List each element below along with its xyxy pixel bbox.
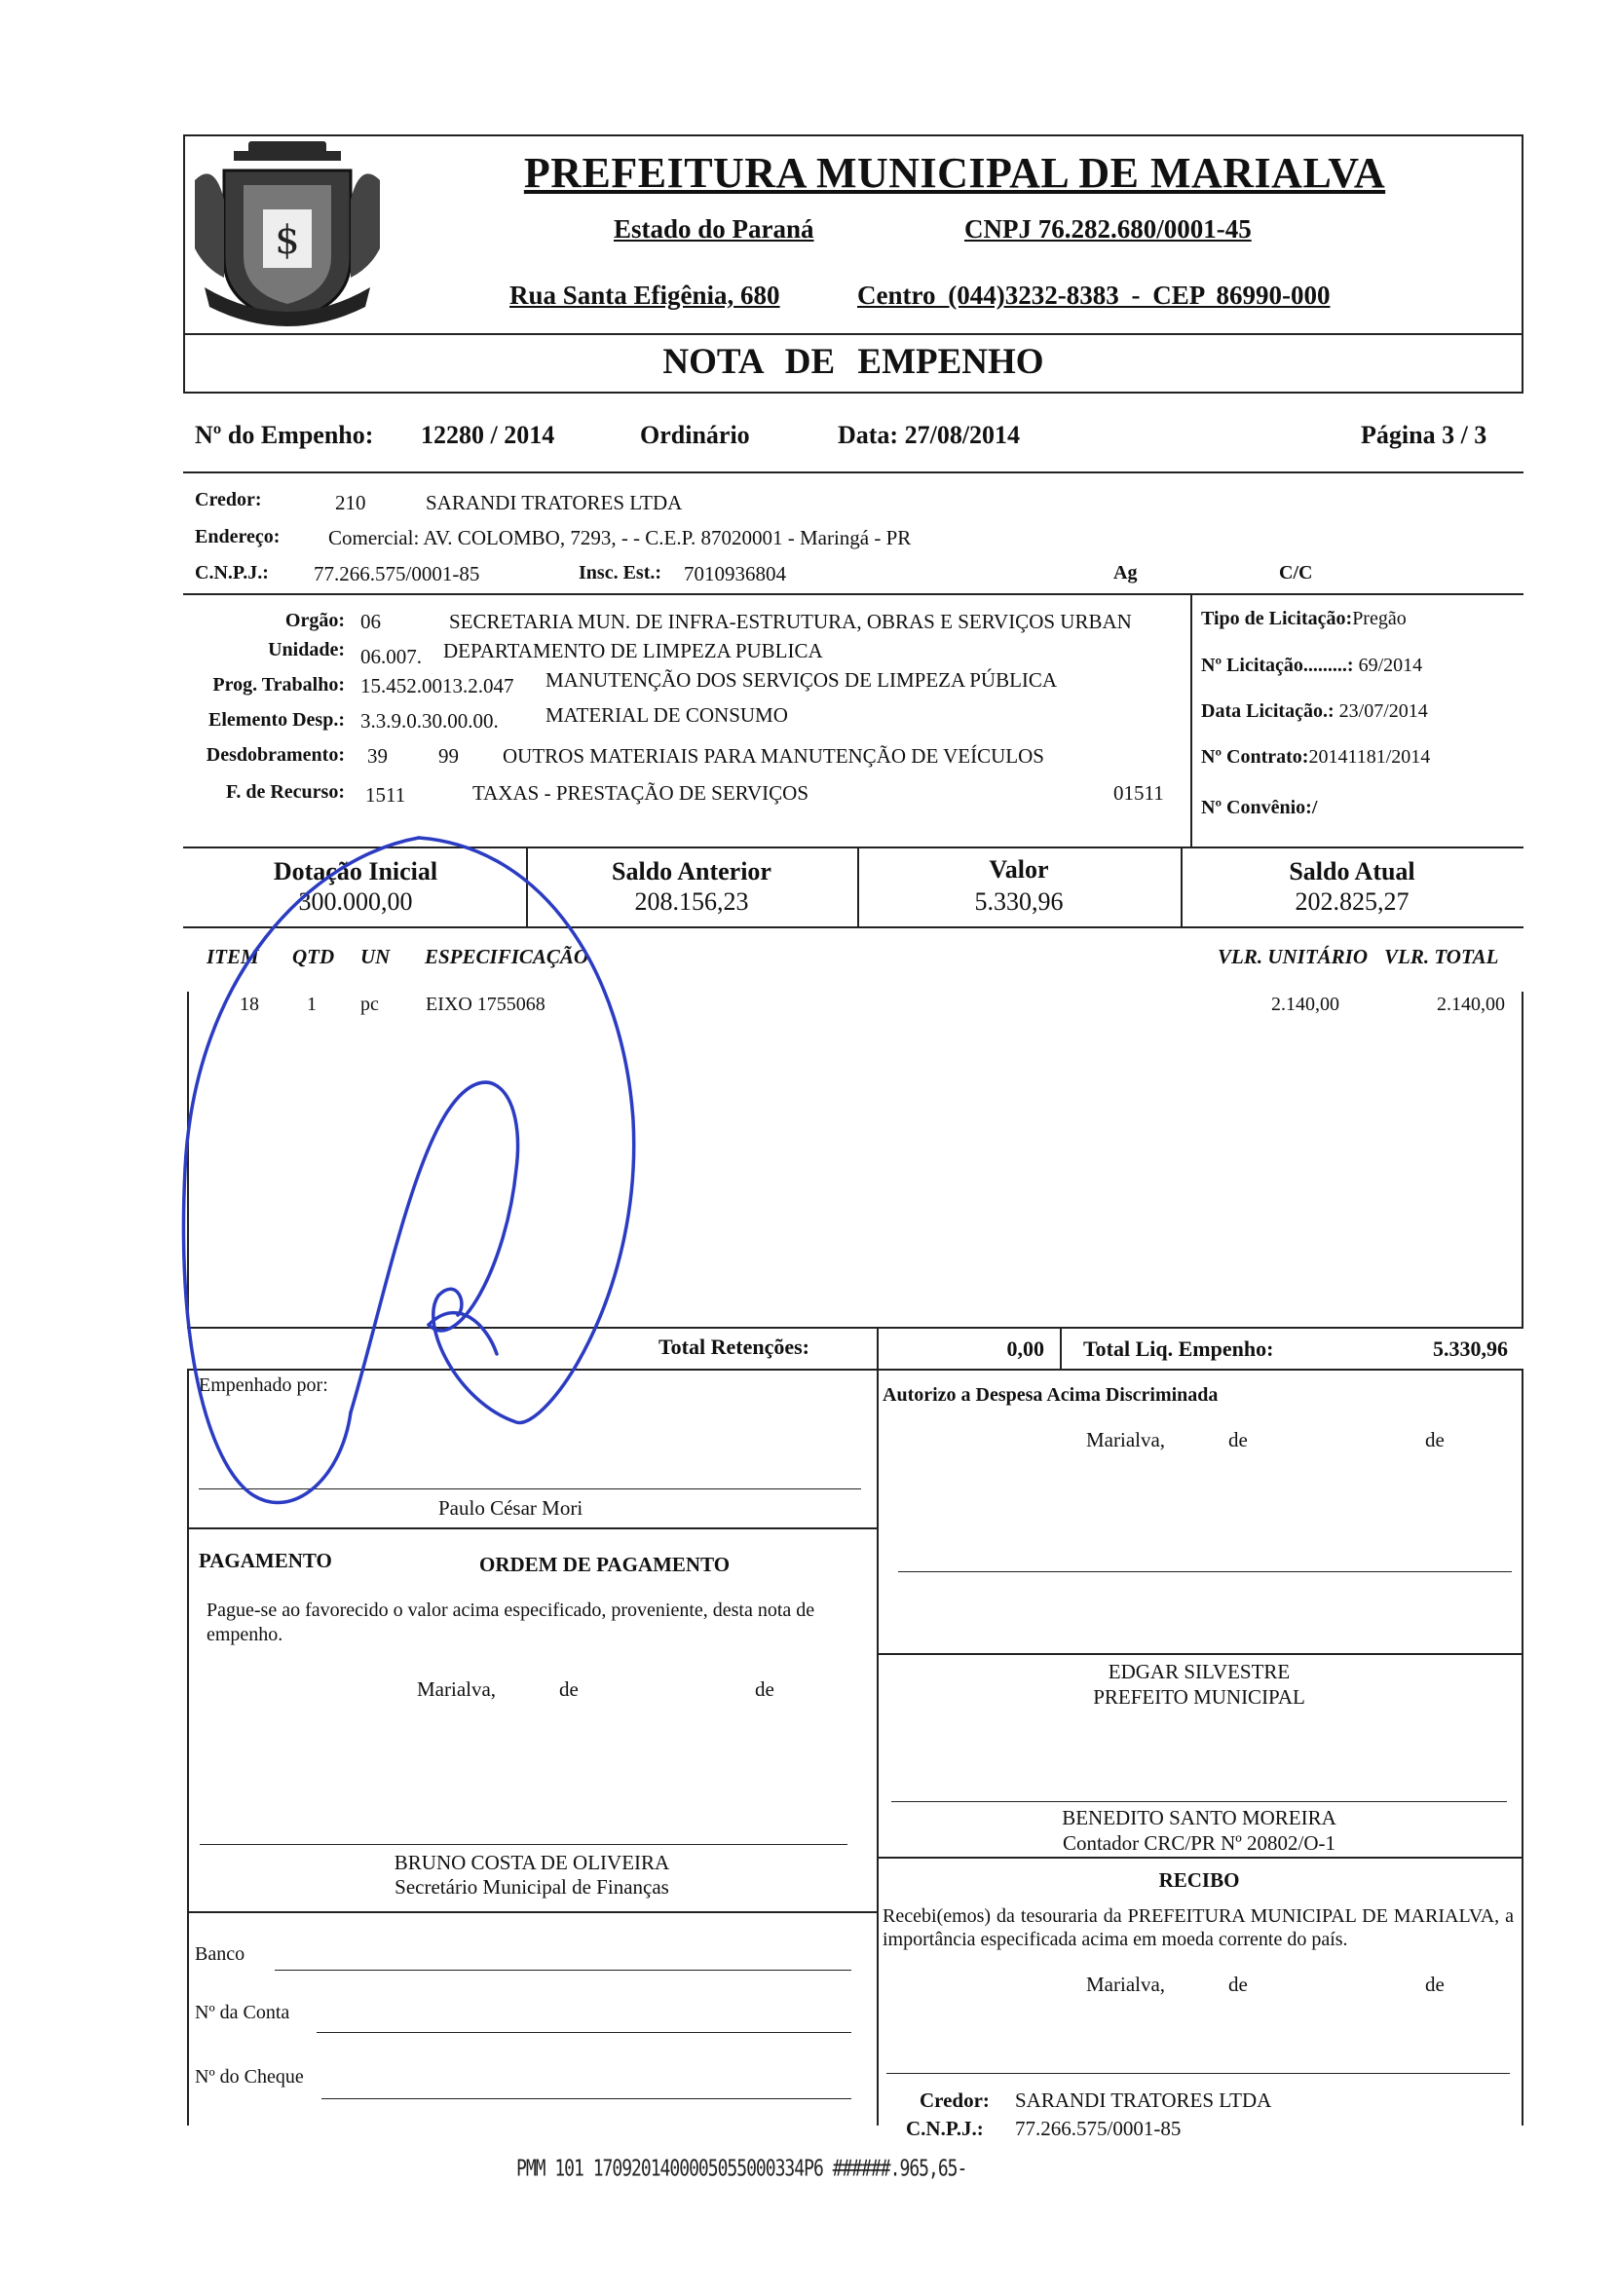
desdobramento-code-a: 39 [367, 744, 388, 768]
items-left-border [187, 992, 189, 1327]
prefeito-top [877, 1653, 1522, 1655]
banco-field-line[interactable] [275, 1970, 851, 1971]
ag-label: Ag [1113, 562, 1138, 583]
empenhado-signature-line [199, 1488, 861, 1489]
lower-left-border [187, 1369, 189, 2126]
secretario-role: Secretário Municipal de Finanças [395, 1875, 669, 1899]
credor-cnpj-label: C.N.P.J.: [195, 562, 269, 583]
bank-top [187, 1911, 877, 1913]
svg-text:$: $ [275, 218, 300, 263]
retencoes-col-1 [877, 1327, 879, 1370]
contador-signature-line [891, 1801, 1507, 1802]
pagamento-de-1: de [559, 1677, 579, 1701]
orgao-label: Orgão: [284, 610, 345, 631]
data-licitacao-value: 23/07/2014 [1338, 700, 1428, 722]
saldo-atual-value: 202.825,27 [1295, 887, 1410, 916]
recibo-de-2: de [1425, 1973, 1445, 1996]
recibo-de-1: de [1228, 1973, 1248, 1996]
cheque-field-line[interactable] [321, 2098, 851, 2099]
empenho-date: Data: 27/08/2014 [838, 421, 1021, 449]
page-number: Página 3 / 3 [1361, 421, 1487, 449]
credor-code: 210 [335, 491, 366, 514]
col-qtd: QTD [292, 945, 335, 968]
saldo-anterior-label: Saldo Anterior [612, 857, 771, 885]
header-divider [183, 333, 1523, 335]
autorizo-city: Marialva, [1086, 1428, 1166, 1451]
prog-trabalho-desc: MANUTENÇÃO DOS SERVIÇOS DE LIMPEZA PÚBLICA [545, 668, 1058, 692]
desdobramento-desc: OUTROS MATERIAIS PARA MANUTENÇÃO DE VEÍCULOS [503, 744, 1044, 768]
lower-middle-border [877, 1369, 879, 2126]
tipo-licitacao [1201, 608, 1407, 630]
empenho-type: Ordinário [640, 421, 750, 449]
empenhado-name: Paulo César Mori [438, 1496, 583, 1520]
item-un: pc [360, 994, 379, 1015]
insc-est-value: 7010936804 [684, 562, 786, 585]
prog-trabalho-label: Prog. Trabalho: [212, 674, 345, 696]
header-address: Centro (044)3232-8383 - CEP 86990-000 [857, 281, 1331, 310]
empenho-number: 12280 / 2014 [421, 421, 555, 449]
contador-name: BENEDITO SANTO MOREIRA [1062, 1806, 1336, 1829]
credor-divider [183, 593, 1523, 595]
col-item: ITEM [207, 945, 259, 968]
recibo-credor-label: Credor: [920, 2089, 990, 2112]
saldo-atual-label: Saldo Atual [1289, 857, 1415, 885]
unidade-code: 06.007. [360, 645, 422, 668]
recibo-cnpj-label: C.N.P.J.: [906, 2117, 984, 2140]
empenho-label: Nº do Empenho: [195, 421, 374, 449]
retencoes-value: 0,00 [1006, 1336, 1044, 1361]
data-licitacao-label: Data Licitação.: [1201, 700, 1335, 722]
dotacao-value: 300.000,00 [298, 887, 413, 916]
retencoes-col-2 [1060, 1327, 1062, 1370]
data-licitacao [1201, 700, 1428, 723]
total-liq-label: Total Liq. Empenho: [1083, 1336, 1274, 1361]
pagamento-de-2: de [755, 1677, 774, 1701]
coat-of-arms-logo [195, 141, 380, 331]
contrato [1201, 746, 1430, 769]
elemento-desp-code: 3.3.9.0.30.00.00. [360, 709, 499, 733]
col-vlr-total: VLR. TOTAL [1384, 945, 1499, 968]
recibo-title: RECIBO [1158, 1868, 1240, 1892]
contrato-label: Nº Contrato: [1201, 746, 1309, 768]
item-number: 18 [240, 994, 259, 1015]
autorizo-label: Autorizo a Despesa Acima Discriminada [883, 1384, 1219, 1406]
credor-cnpj-value: 77.266.575/0001-85 [314, 562, 480, 585]
prefeito-role: PREFEITO MUNICIPAL [1093, 1685, 1305, 1709]
num-licitacao [1201, 655, 1422, 677]
autorizo-signature-line [898, 1571, 1512, 1572]
document-title: NOTA DE EMPENHO [662, 342, 1044, 382]
totals-divider [183, 926, 1523, 928]
contador-role: Contador CRC/PR Nº 20802/O-1 [1062, 1831, 1336, 1855]
orgao-desc: SECRETARIA MUN. DE INFRA-ESTRUTURA, OBRAS E SERVIÇOS URBAN [449, 610, 1132, 633]
retencoes-label: Total Retenções: [658, 1335, 809, 1359]
desdobramento-label: Desdobramento: [206, 744, 345, 766]
recurso-label: F. de Recurso: [225, 781, 345, 803]
prefeitura-title: PREFEITURA MUNICIPAL DE MARIALVA [523, 149, 1386, 197]
item-vlr-unitario: 2.140,00 [1271, 994, 1339, 1015]
insc-est-label: Insc. Est.: [579, 562, 662, 583]
recurso-extra: 01511 [1113, 781, 1164, 805]
secretario-name: BRUNO COSTA DE OLIVEIRA [394, 1851, 670, 1874]
summary-divider [183, 471, 1523, 473]
autorizo-de-1: de [1228, 1428, 1248, 1451]
desdobramento-code-b: 99 [438, 744, 459, 768]
empenhado-bottom [187, 1527, 877, 1529]
state-name: Estado do Paraná [614, 214, 814, 244]
recibo-signature-line [886, 2073, 1510, 2074]
tipo-licitacao-value: Pregão [1352, 608, 1407, 629]
items-right-border [1522, 992, 1523, 1327]
licitacao-divider [1190, 593, 1192, 847]
col-vlr-unitario: VLR. UNITÁRIO [1218, 945, 1369, 968]
unidade-label: Unidade: [268, 639, 345, 660]
cc-label: C/C [1279, 562, 1313, 583]
contrato-value: 20141181/2014 [1308, 746, 1431, 768]
saldo-anterior-value: 208.156,23 [634, 887, 749, 916]
recibo-credor-value: SARANDI TRATORES LTDA [1015, 2089, 1272, 2112]
endereco-value: Comercial: AV. COLOMBO, 7293, - - C.E.P. 87020001 - Maringá - PR [328, 526, 912, 549]
recibo-text: Recebi(emos) da tesouraria da PREFEITURA MUNICIPAL DE MARIALVA, a importância especificada acima em moeda corrente do país. [883, 1905, 1514, 1950]
col-especificacao: ESPECIFICAÇÃO [425, 945, 589, 968]
item-vlr-total: 2.140,00 [1437, 994, 1505, 1015]
valor-label: Valor [989, 855, 1049, 884]
credor-name: SARANDI TRATORES LTDA [426, 491, 683, 514]
cheque-label: Nº do Cheque [195, 2066, 304, 2088]
header-cnpj: CNPJ 76.282.680/0001-45 [964, 214, 1252, 244]
item-qtd: 1 [307, 994, 317, 1015]
col-un: UN [360, 945, 391, 968]
ordem-pagamento-label: ORDEM DE PAGAMENTO [479, 1553, 731, 1576]
conta-label: Nº da Conta [195, 2002, 290, 2023]
lower-right-border [1522, 1369, 1523, 2126]
retencoes-top [187, 1327, 1523, 1329]
secretario-signature-line [200, 1844, 847, 1845]
credor-label: Credor: [195, 489, 262, 510]
recurso-code: 1511 [365, 783, 406, 807]
item-especificacao: EIXO 1755068 [426, 994, 545, 1015]
tipo-licitacao-label: Tipo de Licitação: [1201, 608, 1353, 629]
recibo-top [877, 1857, 1522, 1859]
budget-divider [183, 847, 1523, 848]
num-licitacao-value: 69/2014 [1358, 655, 1423, 676]
retencoes-bottom [187, 1369, 1523, 1371]
elemento-desp-desc: MATERIAL DE CONSUMO [545, 703, 788, 727]
dotacao-label: Dotação Inicial [273, 857, 438, 885]
unidade-desc: DEPARTAMENTO DE LIMPEZA PUBLICA [443, 639, 823, 662]
prefeito-name: EDGAR SILVESTRE [1108, 1660, 1291, 1683]
banco-label: Banco [195, 1943, 245, 1965]
pagamento-label: PAGAMENTO [199, 1549, 332, 1572]
header-street: Rua Santa Efigênia, 680 [509, 281, 780, 310]
pagamento-text: Pague-se ao favorecido o valor acima especificado, proveniente, desta nota de empenho. [207, 1600, 815, 1645]
autorizo-de-2: de [1425, 1428, 1445, 1451]
endereco-label: Endereço: [195, 526, 281, 547]
total-liq-value: 5.330,96 [1433, 1336, 1508, 1361]
elemento-desp-label: Elemento Desp.: [208, 709, 345, 731]
pagamento-city: Marialva, [417, 1677, 497, 1701]
conta-field-line[interactable] [317, 2032, 851, 2033]
num-licitacao-label: Nº Licitação.........: [1201, 655, 1354, 676]
footer-code: PMM 101 1709201400005055000334P6 ######.965,65- [516, 2155, 967, 2183]
convenio-label: Nº Convênio:/ [1201, 797, 1318, 818]
recibo-city: Marialva, [1086, 1973, 1166, 1996]
recibo-cnpj-value: 77.266.575/0001-85 [1015, 2117, 1182, 2140]
orgao-code: 06 [360, 610, 381, 633]
valor-value: 5.330,96 [974, 887, 1064, 916]
empenhado-label: Empenhado por: [199, 1374, 328, 1396]
prog-trabalho-code: 15.452.0013.2.047 [360, 674, 514, 697]
recurso-desc: TAXAS - PRESTAÇÃO DE SERVIÇOS [472, 781, 808, 805]
